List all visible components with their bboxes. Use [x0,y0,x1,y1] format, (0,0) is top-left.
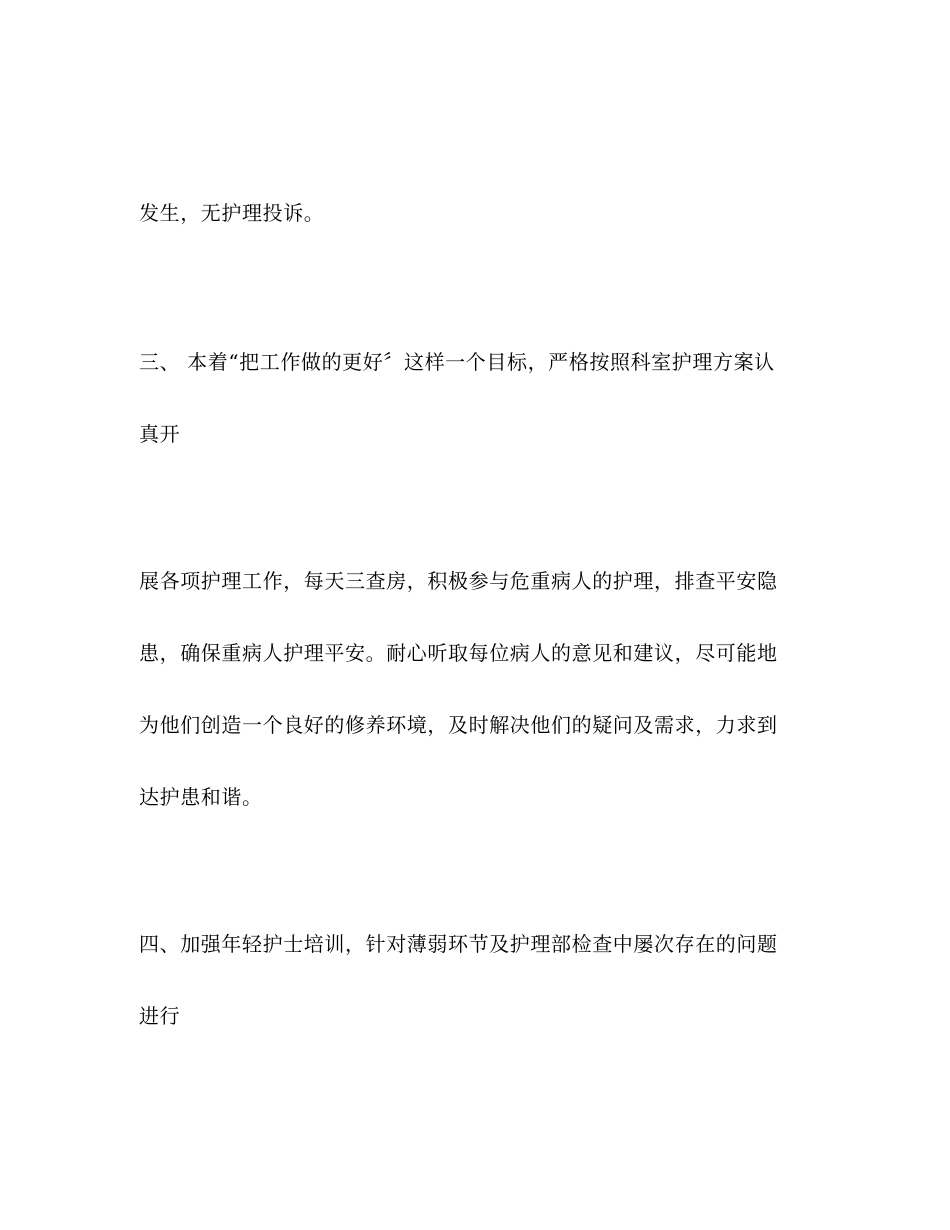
text-line-7: 达护患和谐。 [139,785,263,809]
text-line-4: 展各项护理工作，每天三查房，积极参与危重病人的护理，排查平安隐 [139,569,778,593]
text-line-5: 患，确保重病人护理平安。耐心听取每位病人的意见和建议，尽可能地 [139,641,778,665]
text-line-8: 四、加强年轻护士培训，针对薄弱环节及护理部检查中屡次存在的问题 [139,932,778,956]
text-line-6: 为他们创造一个良好的修养环境，及时解决他们的疑问及需求，力求到 [139,713,778,737]
text-line-2: 三、 本着“把工作做的更好〞这样一个目标，严格按照科室护理方案认 [139,350,775,374]
text-line-9: 进行 [139,1004,181,1028]
text-line-3: 真开 [139,422,181,446]
text-line-1: 发生，无护理投诉。 [139,201,325,225]
